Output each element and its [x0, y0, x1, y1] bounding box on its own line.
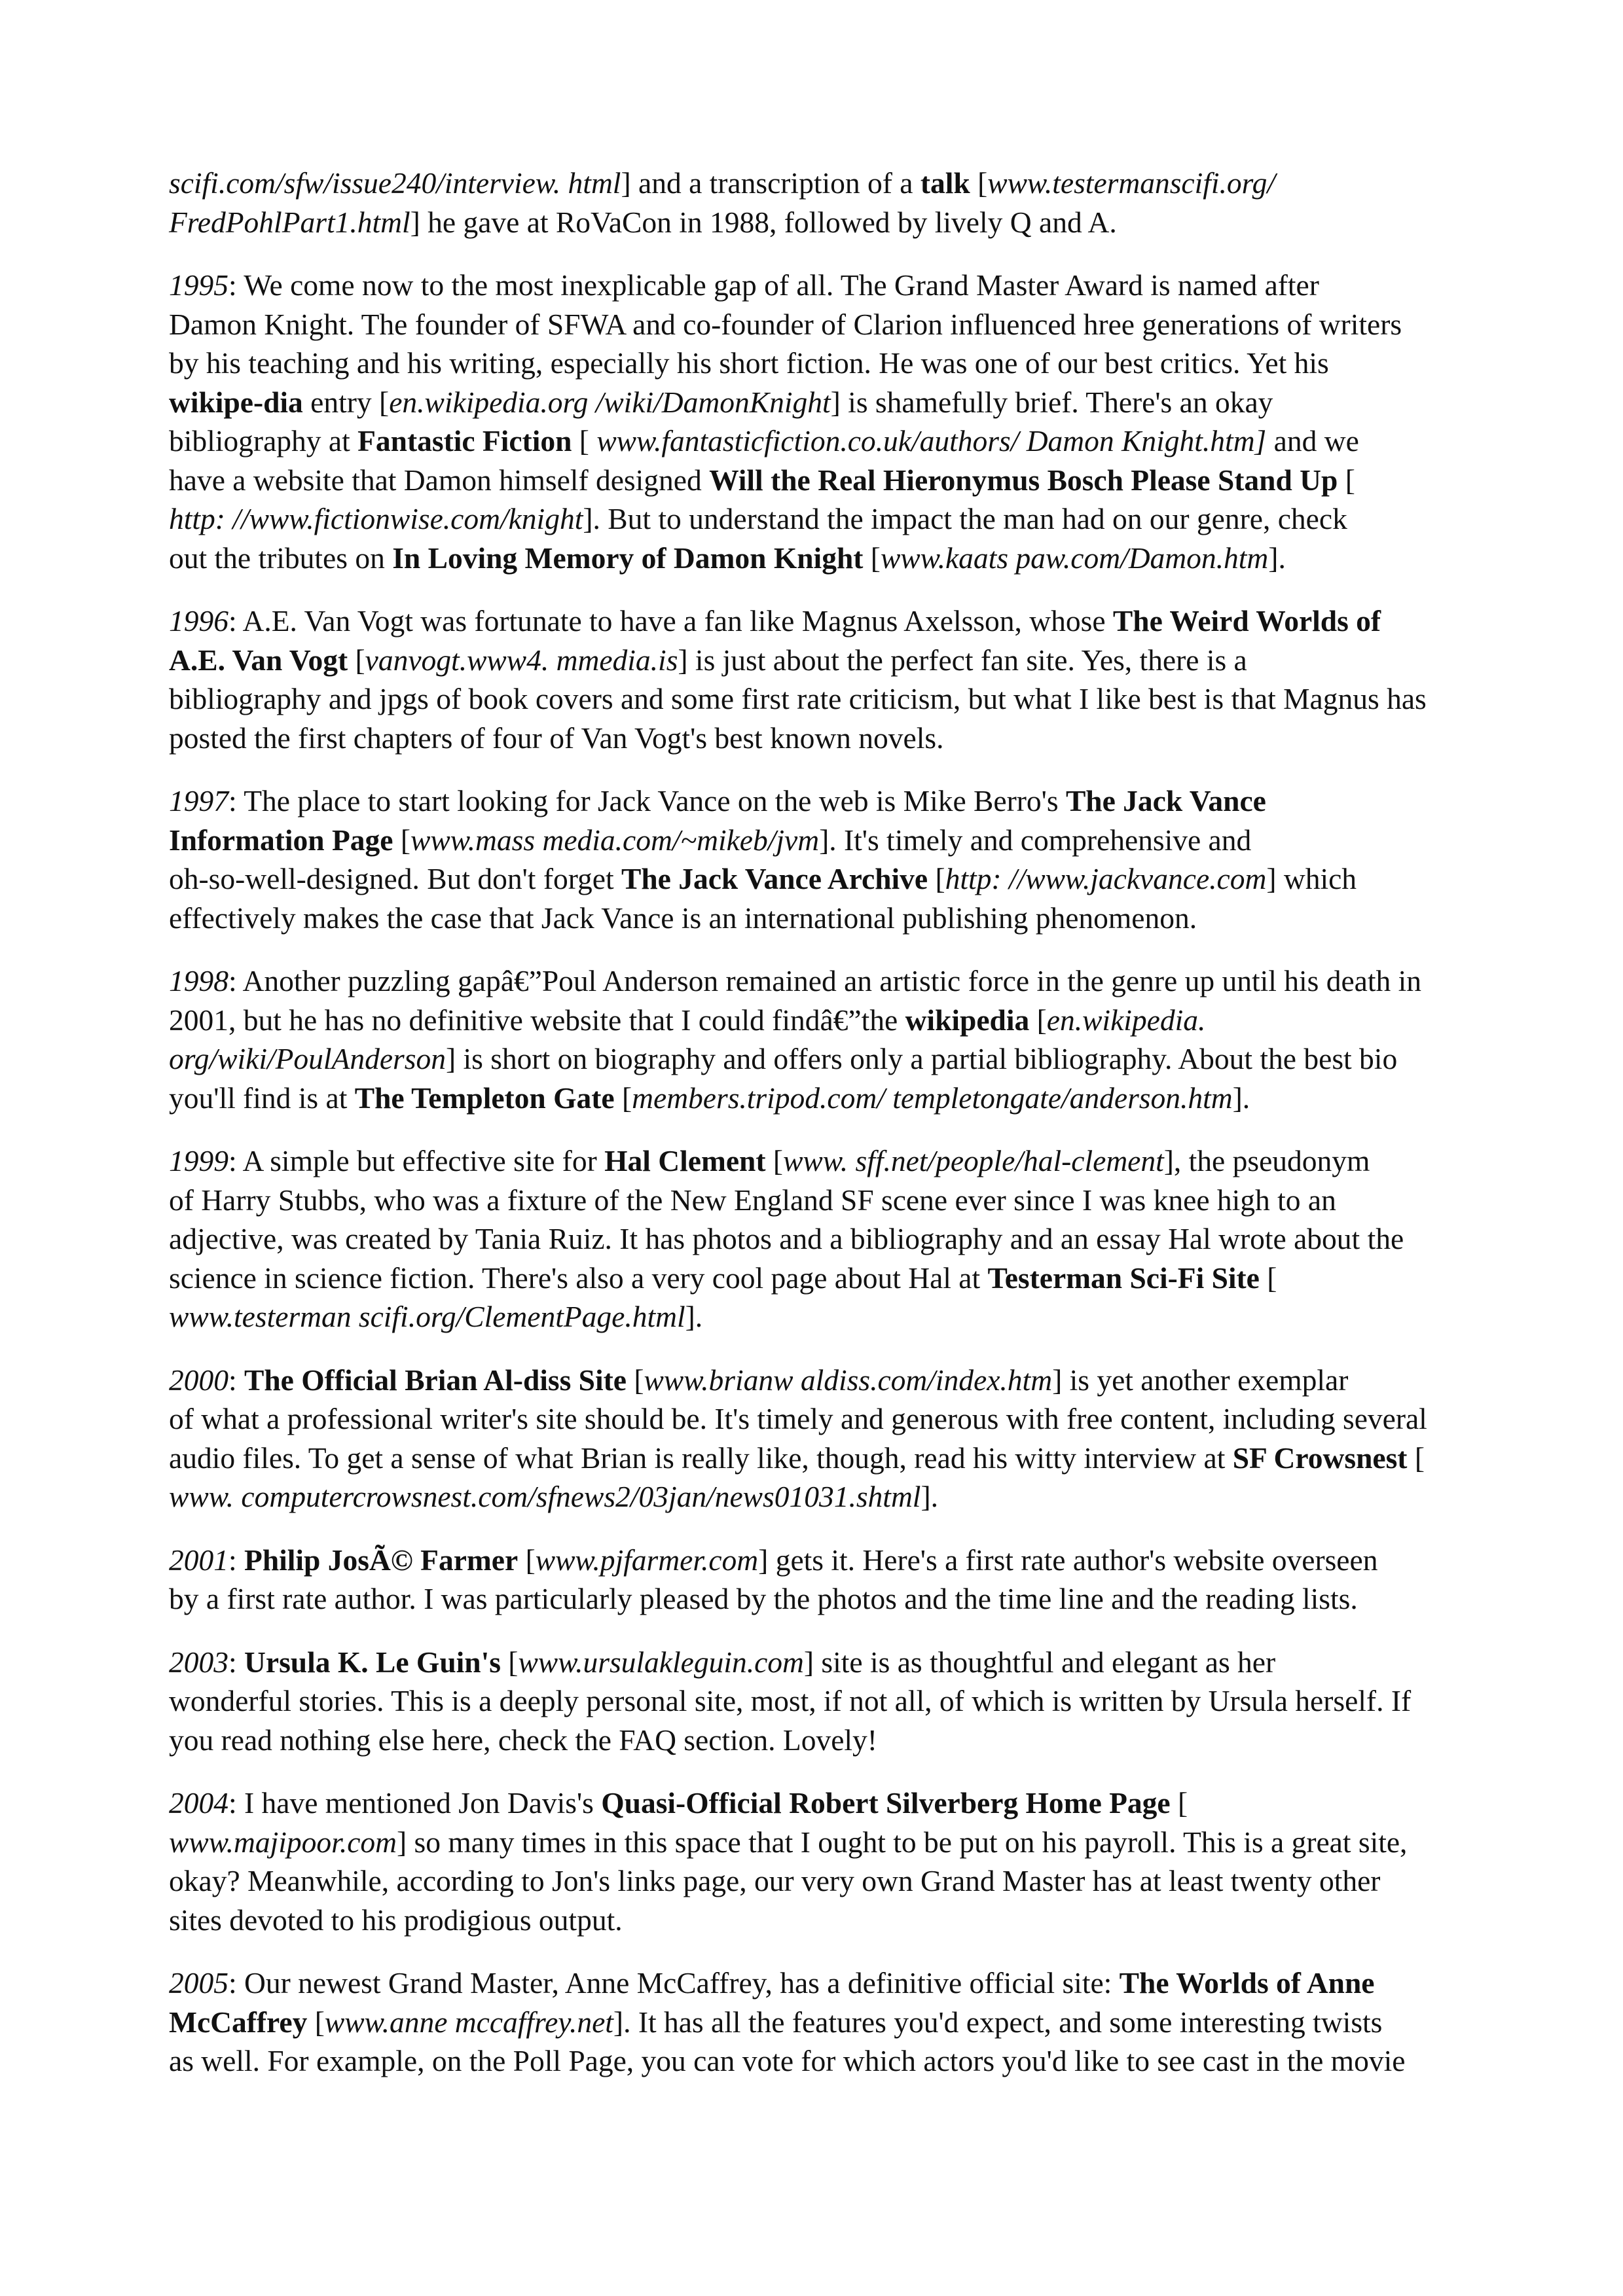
italic-text: 1995: [169, 268, 228, 302]
bold-title-text: talk: [920, 166, 970, 200]
body-text: : I have mentioned Jon Davis's: [228, 1786, 602, 1820]
italic-text: www.kaats paw.com/Damon.htm: [880, 541, 1269, 575]
body-text: [: [518, 1543, 536, 1577]
italic-text: http: //www.jackvance.com: [945, 862, 1267, 895]
bold-title-text: Philip JosÃ© Farmer: [244, 1543, 519, 1577]
body-text: : A simple but effective site for: [228, 1144, 605, 1177]
body-text: bibliography and jpgs of book covers and some first rate criticism, but what I like best is that Magnus has: [169, 682, 1427, 715]
body-text: ] he gave at RoVaCon in 1988, followed by lively Q and A.: [410, 205, 1117, 239]
body-text: adjective, was created by Tania Ruiz. It has photos and a bibliography and an essay Hal wrote about the: [169, 1222, 1404, 1255]
body-text: : A.E. Van Vogt was fortunate to have a fan like Magnus Axelsson, whose: [228, 604, 1113, 637]
body-text: ] is just about the perfect fan site. Yes, there is a: [678, 643, 1247, 677]
italic-text: 2001: [169, 1543, 228, 1577]
body-text: ] gets it. Here's a first rate author's website overseen: [758, 1543, 1378, 1577]
bold-title-text: The Templeton Gate: [354, 1081, 615, 1115]
italic-text: 1996: [169, 604, 228, 637]
body-text: :: [228, 1543, 245, 1577]
body-text: you read nothing else here, check the FAQ section. Lovely!: [169, 1723, 877, 1757]
body-text: ] so many times in this space that I ought to be put on his payroll. This is a great site,: [397, 1825, 1408, 1859]
paragraph: [169, 1784, 1472, 1939]
italic-text: www.majipoor.com: [169, 1825, 397, 1859]
bold-title-text: Information Page: [169, 823, 393, 857]
italic-text: 2000: [169, 1363, 228, 1397]
italic-text: 1998: [169, 964, 228, 997]
body-text: ]. But to understand the impact the man had on our genre, check: [583, 502, 1347, 535]
body-text: [: [1338, 463, 1355, 497]
italic-text: en.wikipedia.org /wiki/DamonKnight: [389, 385, 831, 419]
italic-text: org/wiki/PoulAnderson: [169, 1042, 446, 1075]
bold-title-text: SF Crowsnest: [1232, 1441, 1408, 1475]
italic-text: members.tripod.com/ templetongate/anderson.htm: [632, 1081, 1233, 1115]
body-text: ] is short on biography and offers only a partial bibliography. About the best bio: [445, 1042, 1398, 1075]
paragraph: [169, 1361, 1472, 1516]
body-text: [: [1029, 1003, 1047, 1037]
bold-title-text: A.E. Van Vogt: [169, 643, 348, 677]
italic-text: www.testerman scifi.org/ClementPage.html: [169, 1300, 685, 1333]
body-text: okay? Meanwhile, according to Jon's links page, our very own Grand Master has at least twenty other: [169, 1864, 1381, 1897]
italic-text: 2005: [169, 1966, 228, 2000]
italic-text: scifi.com/sfw/issue240/interview. html: [169, 166, 621, 200]
body-text: :: [228, 1645, 245, 1679]
body-text: posted the first chapters of four of Van Vogt's best known novels.: [169, 721, 944, 755]
paragraph: [169, 1964, 1472, 2081]
body-text: by his teaching and his writing, especially his short fiction. He was one of our best critics. Yet his: [169, 346, 1329, 380]
body-text: oh-so-well-designed. But don't forget: [169, 862, 622, 895]
paragraph: [169, 601, 1472, 757]
bold-title-text: The Official Brian Al-diss Site: [244, 1363, 627, 1397]
body-text: ]. It has all the features you'd expect, and some interesting twists: [613, 2005, 1383, 2039]
body-text: [: [614, 1081, 632, 1115]
body-text: ].: [921, 1480, 938, 1513]
body-text: : Our newest Grand Master, Anne McCaffrey, has a definitive official site:: [228, 1966, 1120, 2000]
body-text: [: [500, 1645, 519, 1679]
body-text: [: [393, 823, 411, 857]
paragraph: [169, 266, 1472, 577]
body-text: :: [228, 1363, 245, 1397]
italic-text: www. computercrowsnest.com/sfnews2/03jan/news01031.shtml: [169, 1480, 921, 1513]
body-text: wonderful stories. This is a deeply personal site, most, if not all, of which is written by Ursula herself. If: [169, 1684, 1412, 1717]
body-text: out the tributes on: [169, 541, 393, 575]
bold-title-text: Will the Real Hieronymus Bosch Please Stand Up: [709, 463, 1338, 497]
paragraph: [169, 164, 1472, 242]
body-text: [: [928, 862, 945, 895]
paragraph: [169, 1541, 1472, 1619]
bold-title-text: McCaffrey: [169, 2005, 308, 2039]
body-text: effectively makes the case that Jack Vance is an international publishing phenomenon.: [169, 901, 1197, 935]
body-text: : The place to start looking for Jack Vance on the web is Mike Berro's: [228, 784, 1066, 817]
italic-text: www.fantasticfiction.co.uk/authors/ Damon Knight.htm]: [596, 424, 1267, 457]
italic-text: www.mass media.com/~mikeb/jvm: [410, 823, 820, 857]
body-text: [: [307, 2005, 325, 2039]
bold-title-text: The Weird Worlds of: [1112, 604, 1381, 637]
italic-text: www.anne mccaffrey.net: [324, 2005, 613, 2039]
body-text: bibliography at: [169, 424, 358, 457]
bold-title-text: The Jack Vance Archive: [621, 862, 928, 895]
bold-title-text: Ursula K. Le Guin's: [244, 1645, 501, 1679]
body-text: ].: [1268, 541, 1286, 575]
body-text: ] is yet another exemplar: [1052, 1363, 1349, 1397]
bold-title-text: Testerman Sci-Fi Site: [987, 1261, 1260, 1295]
italic-text: 1997: [169, 784, 228, 817]
italic-text: www.pjfarmer.com: [535, 1543, 759, 1577]
body-text: sites devoted to his prodigious output.: [169, 1903, 623, 1937]
body-text: [: [1407, 1441, 1425, 1475]
body-text: [: [863, 541, 881, 575]
bold-title-text: The Jack Vance: [1065, 784, 1266, 817]
italic-text: FredPohlPart1.html: [169, 205, 410, 239]
body-text: ].: [685, 1300, 703, 1333]
body-text: [: [1170, 1786, 1188, 1820]
body-text: ] is shamefully brief. There's an okay: [830, 385, 1273, 419]
body-text: Damon Knight. The founder of SFWA and co-founder of Clarion influenced hree generations of writers: [169, 307, 1402, 341]
body-text: and we: [1266, 424, 1359, 457]
italic-text: 1999: [169, 1144, 228, 1177]
body-text: : We come now to the most inexplicable gap of all. The Grand Master Award is named after: [228, 268, 1319, 302]
body-text: ] and a transcription of a: [621, 166, 921, 200]
bold-title-text: wikipedia: [905, 1003, 1030, 1037]
bold-title-text: The Worlds of Anne: [1119, 1966, 1375, 2000]
italic-text: http: //www.fictionwise.com/knight: [169, 502, 583, 535]
paragraph: [169, 781, 1472, 937]
body-text: audio files. To get a sense of what Brian is really like, though, read his witty interview at: [169, 1441, 1233, 1475]
paragraph: [169, 1141, 1472, 1336]
italic-text: en.wikipedia.: [1046, 1003, 1206, 1037]
body-text: science in science fiction. There's also a very cool page about Hal at: [169, 1261, 988, 1295]
italic-text: www.brianw aldiss.com/index.htm: [644, 1363, 1053, 1397]
document-page: [169, 164, 1472, 2105]
body-text: ]. It's timely and comprehensive and: [819, 823, 1252, 857]
body-text: [: [1259, 1261, 1277, 1295]
body-text: [: [765, 1144, 784, 1177]
body-text: of what a professional writer's site should be. It's timely and generous with free content, including several: [169, 1402, 1427, 1435]
body-text: ], the pseudonym: [1163, 1144, 1370, 1177]
body-text: 2001, but he has no definitive website that I could findâ€”the: [169, 1003, 905, 1037]
italic-text: www. sff.net/people/hal-clement: [783, 1144, 1164, 1177]
body-text: [: [348, 643, 365, 677]
bold-title-text: Hal Clement: [604, 1144, 766, 1177]
italic-text: vanvogt.www4. mmedia.is: [365, 643, 678, 677]
italic-text: 2003: [169, 1645, 228, 1679]
body-text: as well. For example, on the Poll Page, you can vote for which actors you'd like to see cast in the movie: [169, 2044, 1406, 2077]
body-text: [: [626, 1363, 644, 1397]
body-text: : Another puzzling gapâ€”Poul Anderson remained an artistic force in the genre up until his death in: [228, 964, 1422, 997]
bold-title-text: Fantastic Fiction: [357, 424, 572, 457]
italic-text: www.ursulakleguin.com: [518, 1645, 804, 1679]
bold-title-text: wikipe-dia: [169, 385, 303, 419]
body-text: entry [: [302, 385, 390, 419]
body-text: ] site is as thoughtful and elegant as her: [803, 1645, 1276, 1679]
body-text: ].: [1232, 1081, 1250, 1115]
body-text: of Harry Stubbs, who was a fixture of the New England SF scene ever since I was knee high to an: [169, 1183, 1336, 1217]
bold-title-text: Quasi-Official Robert Silverberg Home Page: [601, 1786, 1171, 1820]
italic-text: www.testermanscifi.org/: [987, 166, 1276, 200]
body-text: [: [572, 424, 597, 457]
body-text: ] which: [1266, 862, 1357, 895]
body-text: have a website that Damon himself designed: [169, 463, 710, 497]
body-text: [: [970, 166, 988, 200]
paragraph: [169, 1643, 1472, 1760]
body-text: by a first rate author. I was particularly pleased by the photos and the time line and the reading lists.: [169, 1582, 1358, 1615]
bold-title-text: In Loving Memory of Damon Knight: [392, 541, 864, 575]
paragraph: [169, 961, 1472, 1117]
italic-text: 2004: [169, 1786, 228, 1820]
body-text: you'll find is at: [169, 1081, 355, 1115]
